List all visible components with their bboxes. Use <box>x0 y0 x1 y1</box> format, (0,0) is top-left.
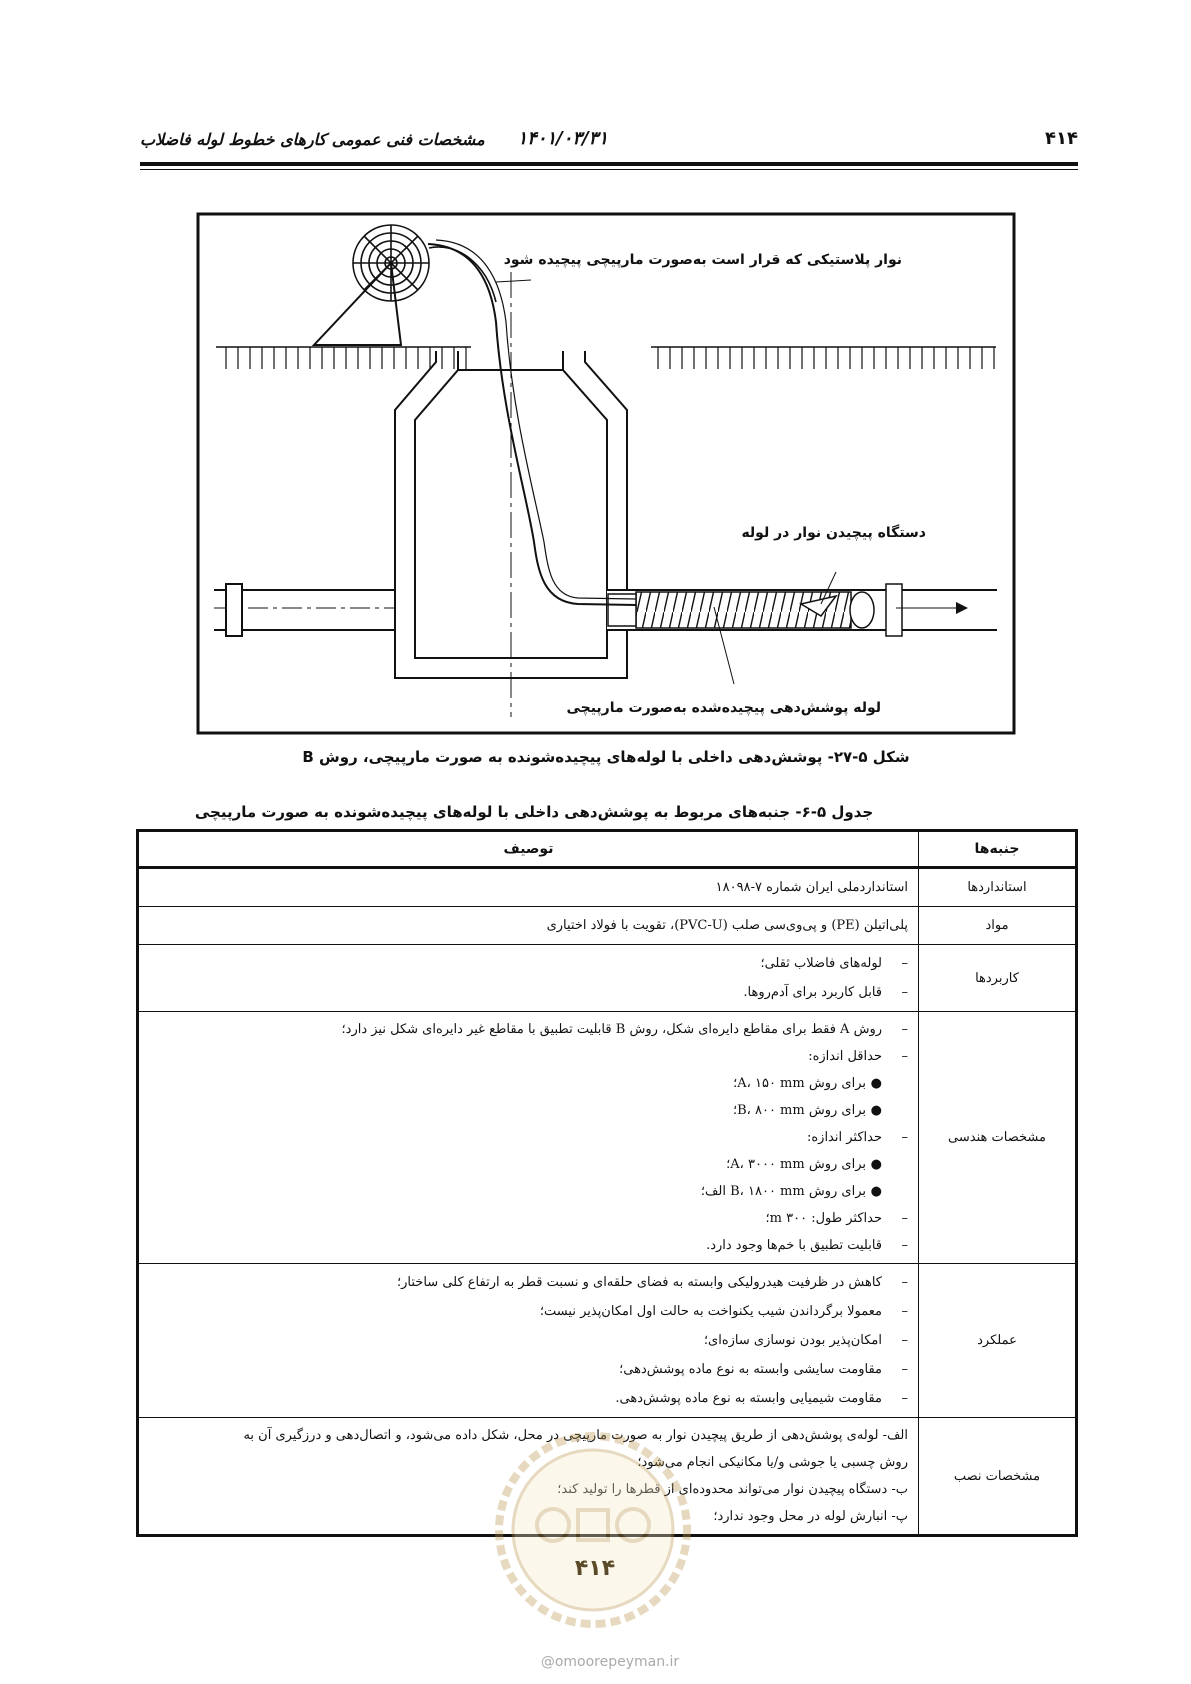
list-item: –مقاومت سایشی وابسته به نوع ماده پوشش‌دهی؛ <box>619 1362 908 1377</box>
list-item: –قابل کاربرد برای آدم‌روها. <box>743 985 908 1000</box>
list-item: الف- لوله‌ی پوشش‌دهی از طریق پیچیدن نوار به صورت مارپیچی در محل، شکل داده می‌شود، و اتصال‌دهی و درزگیری آن به <box>243 1428 908 1443</box>
table-row-performance <box>138 1264 1077 1418</box>
header-aspect: جنبه‌ها <box>919 831 1077 868</box>
list-item: –روش A فقط برای مقاطع دایره‌ای شکل، روش B قابلیت تطبیق با مقاطع غیر دایره‌ای شکل نیز دارد؛ <box>341 1022 908 1037</box>
row-description <box>138 1264 919 1418</box>
table-row-standards <box>138 868 1077 907</box>
figure-spiral-lining <box>196 212 1016 735</box>
row-description: پلی‌اتیلن (PE) و پی‌وی‌سی صلب (PVC-U)، تقویت با فولاد اختیاری <box>138 907 919 945</box>
outlet-pipe-lined <box>607 584 997 636</box>
seal-page-number: ۴۱۴ <box>574 1556 616 1581</box>
figure-caption: شکل ۵-۲۷- پوشش‌دهی داخلی با لوله‌های پیچیده‌شونده به صورت مارپیچی، روش B <box>302 748 910 766</box>
header-description: توصیف <box>138 831 919 868</box>
header-rule-thick <box>140 162 1078 166</box>
table-caption: جدول ۵-۶- جنبه‌های مربوط به پوشش‌دهی داخلی با لوله‌های پیچیده‌شونده به صورت مارپیچی <box>194 803 874 821</box>
label-machine: دستگاه پیچیدن نوار در لوله <box>741 525 926 541</box>
page-number: ۴۱۴ <box>1045 128 1078 149</box>
list-item: ●برای روش B، ۱۸۰۰ mm الف؛ <box>700 1184 882 1199</box>
list-item: –مقاومت شیمیایی وابسته به نوع ماده پوشش‌دهی. <box>615 1391 908 1406</box>
list-item: –حداکثر اندازه: <box>806 1130 908 1145</box>
header-rule-thin <box>140 169 1078 170</box>
seal-logo <box>493 1430 693 1630</box>
list-item: –امکان‌پذیر بودن نوسازی سازه‌ای؛ <box>703 1333 908 1348</box>
row-description <box>138 945 919 1012</box>
list-item: ●برای روش B، ۸۰۰ mm؛ <box>732 1103 882 1118</box>
table-row-applications <box>138 945 1077 1012</box>
list-item: –معمولا برگرداندن شیب یکنواخت به حالت اول امکان‌پذیر نیست؛ <box>539 1304 908 1319</box>
list-item: پ- انبارش لوله در محل وجود ندارد؛ <box>713 1509 908 1524</box>
list-item: –کاهش در ظرفیت هیدرولیکی وابسته به فضای حلقه‌ای و نسبت قطر به ارتفاع کلی ساختار؛ <box>397 1275 908 1290</box>
list-item: ●برای روش A، ۱۵۰ mm؛ <box>733 1076 882 1091</box>
list-item: –قابلیت تطبیق با خم‌ها وجود دارد. <box>706 1238 908 1253</box>
row-aspect: مشخصات هندسی <box>919 1012 1077 1264</box>
page-header <box>140 128 1078 168</box>
row-description: استانداردملی ایران شماره ۷-۱۸۰۹۸ <box>138 868 919 907</box>
list-item: –حداقل اندازه: <box>808 1049 908 1064</box>
table-row-geometry <box>138 1012 1077 1264</box>
row-aspect: عملکرد <box>919 1264 1077 1418</box>
header-date: ۱۴۰۱/۰۳/۳۱ <box>517 128 608 149</box>
list-item: روش چسبی یا جوشی و/یا مکانیکی انجام می‌شود؛ <box>637 1455 908 1470</box>
row-aspect: استانداردها <box>919 868 1077 907</box>
list-item: ب- دستگاه پیچیدن نوار می‌تواند محدوده‌ای از قطرها را تولید کند؛ <box>557 1482 908 1497</box>
row-aspect: کاربردها <box>919 945 1077 1012</box>
row-description <box>138 1012 919 1264</box>
row-aspect: مشخصات نصب <box>919 1418 1077 1536</box>
list-item: –لوله‌های فاضلاب ثقلی؛ <box>760 956 908 971</box>
label-lined-pipe: لوله پوشش‌دهی پیچیده‌شده به‌صورت مارپیچی <box>566 700 881 716</box>
list-item: ●برای روش A، ۳۰۰۰ mm؛ <box>726 1157 882 1172</box>
list-item: –حداکثر طول: ۳۰۰ m؛ <box>765 1211 908 1226</box>
label-tape: نوار پلاستیکی که قرار است به‌صورت مارپیچی پیچیده شود <box>503 252 902 268</box>
row-aspect: مواد <box>919 907 1077 945</box>
table-header-row <box>138 831 1077 868</box>
document-title: مشخصات فنی عمومی کارهای خطوط لوله فاضلاب <box>140 130 485 149</box>
watermark-text: @omoorepeyman.ir <box>540 1654 680 1670</box>
table-row-materials <box>138 907 1077 945</box>
